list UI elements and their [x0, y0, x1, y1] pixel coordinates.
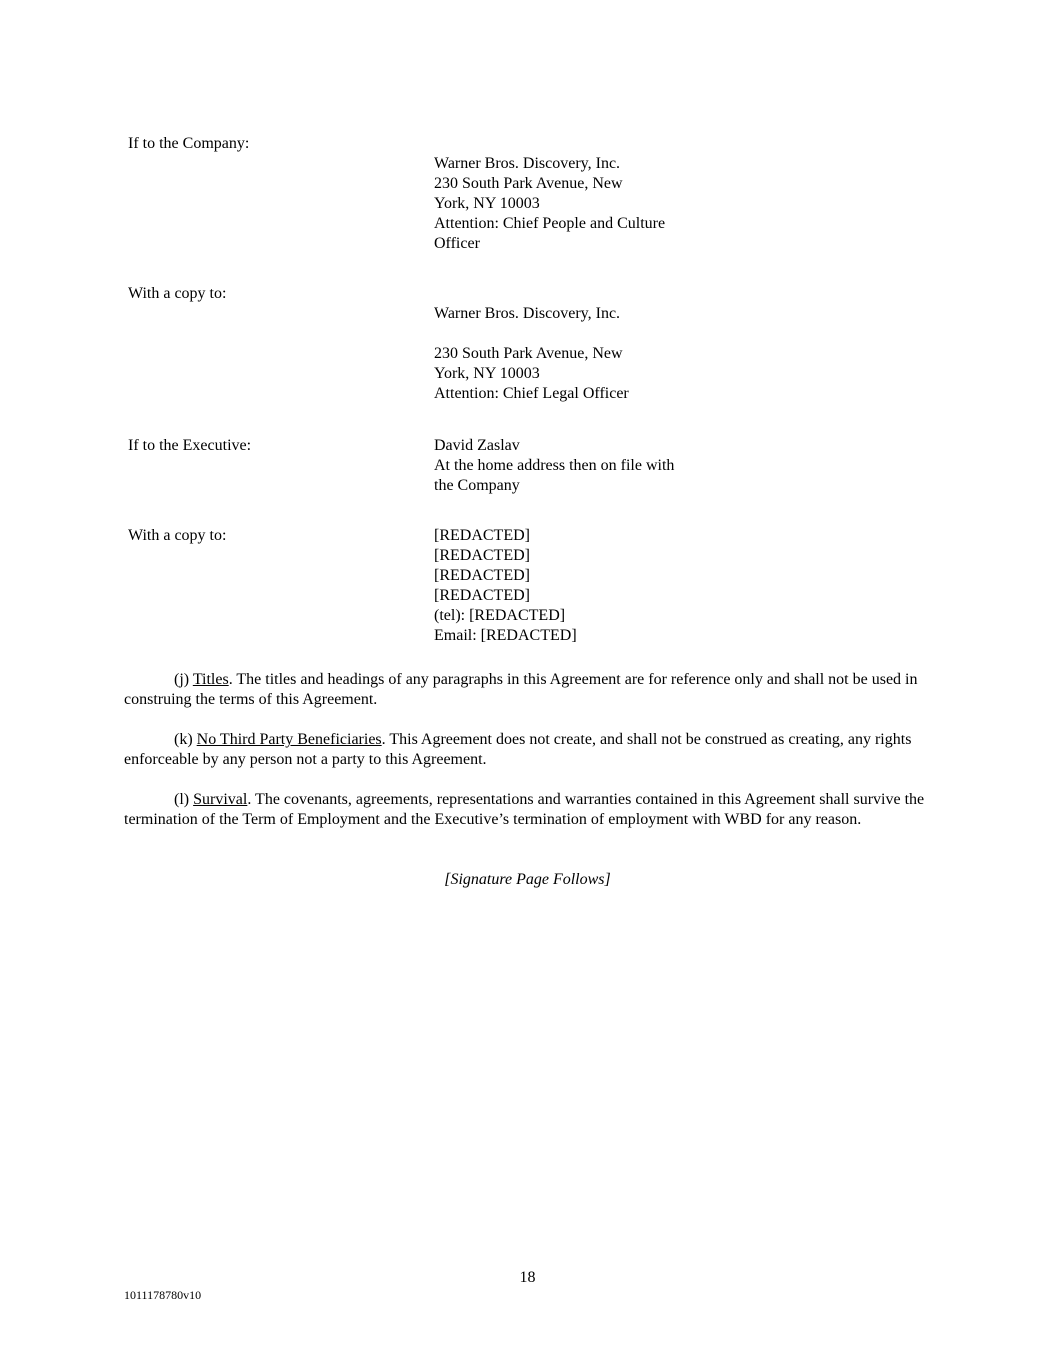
section-j-paragraph [124, 670, 932, 710]
executive-notice-address [434, 436, 714, 496]
company-copy-label: With a copy to: [128, 285, 227, 302]
section-text: . The covenants, agreements, representations and warranties contained in this Agreement shall survive the termination of the Term of Employment and the Executive’s termination of employment with WBD for any reason. [124, 791, 925, 828]
address-line: Attention: Chief Legal Officer [434, 385, 629, 402]
address-line: 230 South Park Avenue, New [434, 175, 623, 192]
section-prefix: (k) [174, 731, 197, 748]
address-line: the Company [434, 477, 520, 494]
executive-copy-address [434, 526, 714, 646]
executive-copy-label: With a copy to: [128, 527, 227, 544]
address-line: Warner Bros. Discovery, Inc. [434, 305, 621, 322]
company-notice-address [434, 154, 714, 254]
section-text: . The titles and headings of any paragraphs in this Agreement are for reference only and shall not be used in construing the terms of this Agreement. [124, 671, 918, 708]
section-l-paragraph [124, 790, 932, 830]
section-prefix: (l) [174, 791, 194, 808]
address-line: [REDACTED] [434, 547, 530, 564]
section-heading: Titles [192, 671, 229, 688]
address-line: [REDACTED] [434, 567, 530, 584]
address-line: [REDACTED] [434, 527, 530, 544]
signature-page-note: [Signature Page Follows] [444, 871, 611, 888]
address-line: (tel): [REDACTED] [434, 607, 566, 624]
address-line: Warner Bros. Discovery, Inc. [434, 155, 621, 172]
address-line: York, NY 10003 [434, 365, 540, 382]
page-number: 18 [519, 1269, 536, 1286]
address-line: Email: [REDACTED] [434, 627, 577, 644]
address-line: Attention: Chief People and Culture [434, 215, 666, 232]
address-line: Officer [434, 235, 480, 252]
address-line: 230 South Park Avenue, New [434, 345, 623, 362]
company-notice-label: If to the Company: [128, 135, 250, 152]
company-copy-address [434, 304, 714, 404]
section-heading: Survival [193, 791, 248, 808]
address-line: York, NY 10003 [434, 195, 540, 212]
address-line: [REDACTED] [434, 587, 530, 604]
section-heading: No Third Party Beneficiaries [196, 731, 382, 748]
address-line: David Zaslav [434, 437, 520, 454]
section-text: . This Agreement does not create, and shall not be construed as creating, any rights enforceable by any person not a party to this Agreement. [124, 731, 912, 768]
section-prefix: (j) [174, 671, 193, 688]
executive-notice-label: If to the Executive: [128, 437, 252, 454]
section-k-paragraph [124, 730, 932, 770]
address-line: At the home address then on file with [434, 457, 675, 474]
document-id: 1011178780v10 [124, 1288, 202, 1302]
